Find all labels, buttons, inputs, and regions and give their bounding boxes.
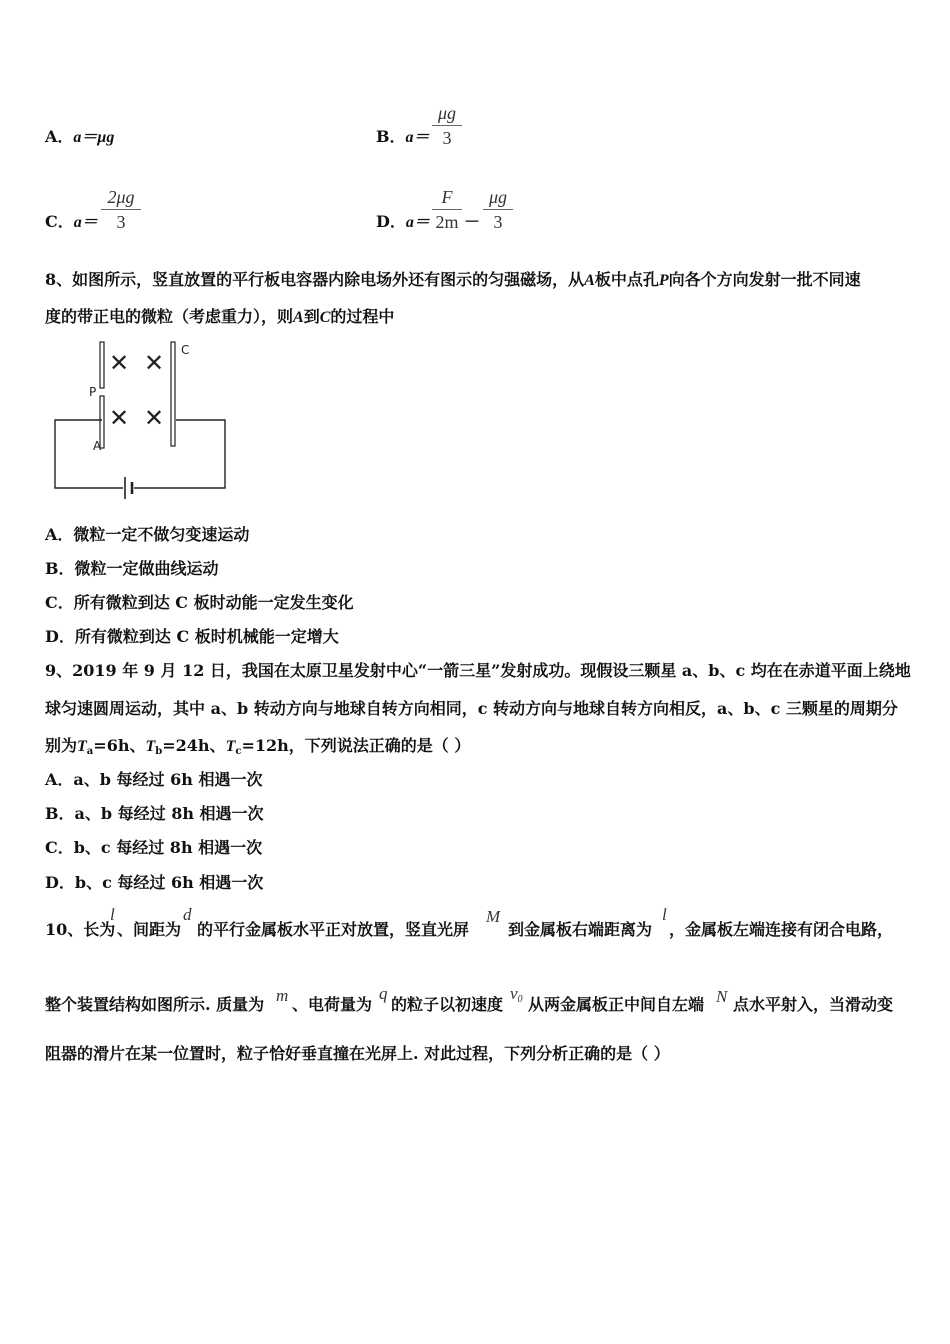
subscript: a — [86, 746, 94, 757]
text: 度的带正电的微粒（考虑重力），则 — [45, 307, 294, 326]
fraction-2mug-over-3 — [101, 186, 141, 233]
fraction-bar — [483, 209, 513, 210]
option-lhs: a＝ — [73, 214, 98, 231]
text: =12h，下列说法正确的是（ ） — [241, 736, 471, 755]
numerator: μg — [437, 103, 457, 123]
minus-sign: － — [464, 212, 481, 231]
fraction-mug-over-3 — [483, 186, 513, 233]
fraction-bar — [432, 209, 462, 210]
option-7d — [376, 212, 430, 233]
option-7a — [45, 127, 114, 148]
plate-a-upper — [100, 342, 104, 388]
question-10-text: 、电荷量为 — [292, 995, 373, 1014]
option-label: C． — [45, 212, 74, 231]
text: 的过程中 — [330, 307, 395, 326]
denominator: 3 — [442, 128, 452, 148]
symbol-m: m — [276, 986, 289, 1005]
fraction-bar — [101, 209, 141, 210]
text: 到 — [303, 307, 320, 326]
text: 别为 — [45, 736, 78, 755]
option-label: B． — [376, 127, 406, 146]
option-8d: D．所有微粒到达 C 板时机械能一定增大 — [45, 627, 339, 646]
var-a: A — [293, 309, 304, 326]
symbol-l: l — [110, 905, 115, 924]
symbol-m-screen: M — [486, 907, 501, 926]
question-10-text: 的粒子以初速度 — [391, 995, 504, 1014]
symbol-v0 — [510, 984, 523, 1005]
option-equation: a＝μg — [73, 129, 115, 146]
fraction-bar — [432, 125, 462, 126]
fraction-mug-over-3 — [432, 102, 462, 149]
denominator: 3 — [116, 212, 126, 232]
question-8-line-1 — [45, 270, 861, 291]
option-8b: B．微粒一定做曲线运动 — [45, 559, 219, 578]
text: 8、如图所示，竖直放置的平行板电容器内除电场外还有图示的匀强磁场，从 — [45, 270, 585, 289]
magnetic-field-cross: ✕ — [144, 404, 165, 432]
magnetic-field-cross: ✕ — [144, 349, 165, 377]
label-a: A — [93, 439, 102, 453]
option-7c — [45, 212, 98, 233]
question-10-text: 到金属板右端距离为 — [508, 920, 653, 939]
option-lhs: a＝ — [405, 214, 430, 231]
question-10-text: 从两金属板正中间自左端 — [528, 995, 705, 1014]
text: 板中点孔 — [594, 270, 659, 289]
question-9-line-1: 9、2019 年 9 月 12 日，我国在太原卫星发射中心“一箭三星”发射成功。现假设三颗星 a、b、c 均在在赤道平面上绕地 — [45, 661, 911, 680]
magnetic-field-cross: ✕ — [109, 349, 130, 377]
symbol-n: N — [716, 987, 728, 1006]
question-10-text: 的平行金属板水平正对放置，竖直光屏 — [197, 920, 470, 939]
var-t: T — [145, 738, 156, 755]
var-p: P — [658, 272, 669, 289]
var-t: T — [225, 738, 236, 755]
symbol-v: v — [510, 984, 518, 1003]
option-9b: B．a、b 每经过 8h 相遇一次 — [45, 804, 264, 823]
plate-c — [171, 342, 175, 446]
var-c: C — [319, 309, 331, 326]
capacitor-figure — [45, 338, 235, 503]
subscript: c — [235, 746, 242, 757]
option-9d: D．b、c 每经过 6h 相遇一次 — [45, 873, 264, 892]
question-10-text: 点水平射入，当滑动变 — [733, 995, 894, 1014]
var-a: A — [584, 272, 595, 289]
option-label: D． — [376, 212, 406, 231]
var-t: T — [77, 738, 87, 755]
option-8c: C．所有微粒到达 C 板时动能一定发生变化 — [45, 593, 354, 612]
symbol-d: d — [183, 905, 192, 924]
symbol-q: q — [379, 984, 388, 1003]
question-10-text: ，金属板左端连接有闭合电路， — [669, 920, 894, 939]
text: =24h、 — [162, 736, 226, 755]
option-lhs: a＝ — [405, 129, 430, 146]
option-label: A． — [45, 127, 74, 146]
symbol-l: l — [662, 905, 667, 924]
denominator: 2m — [435, 212, 459, 232]
numerator: 2μg — [107, 187, 135, 207]
text: =6h、 — [93, 736, 146, 755]
magnetic-field-cross: ✕ — [109, 404, 130, 432]
numerator: μg — [488, 187, 508, 207]
denominator: 3 — [493, 212, 503, 232]
subscript: 0 — [517, 994, 523, 1005]
label-c: C — [181, 343, 190, 357]
question-10-line-3: 阻器的滑片在某一位置时，粒子恰好垂直撞在光屏上. 对此过程，下列分析正确的是（ ） — [45, 1044, 670, 1063]
question-8-line-2 — [45, 307, 394, 328]
option-7b — [376, 127, 430, 148]
text: 向各个方向发射一批不同速 — [668, 270, 861, 289]
option-9c: C．b、c 每经过 8h 相遇一次 — [45, 838, 263, 857]
question-10-text: 整个装置结构如图所示. 质量为 — [45, 995, 265, 1014]
fraction-f-over-2m — [432, 186, 462, 233]
option-8a: A．微粒一定不做匀变速运动 — [45, 525, 250, 544]
question-10-text: 10、长为 — [45, 920, 116, 939]
question-9-line-2: 球匀速圆周运动，其中 a、b 转动方向与地球自转方向相同，c 转动方向与地球自转方向相反，a、b、c 三颗星的周期分 — [45, 699, 898, 718]
numerator: F — [441, 187, 453, 207]
question-9-line-3 — [45, 736, 470, 762]
label-p: P — [89, 385, 97, 399]
question-10-text: 、间距为 — [117, 920, 182, 939]
option-9a: A．a、b 每经过 6h 相遇一次 — [45, 770, 263, 789]
subscript: b — [155, 746, 163, 757]
